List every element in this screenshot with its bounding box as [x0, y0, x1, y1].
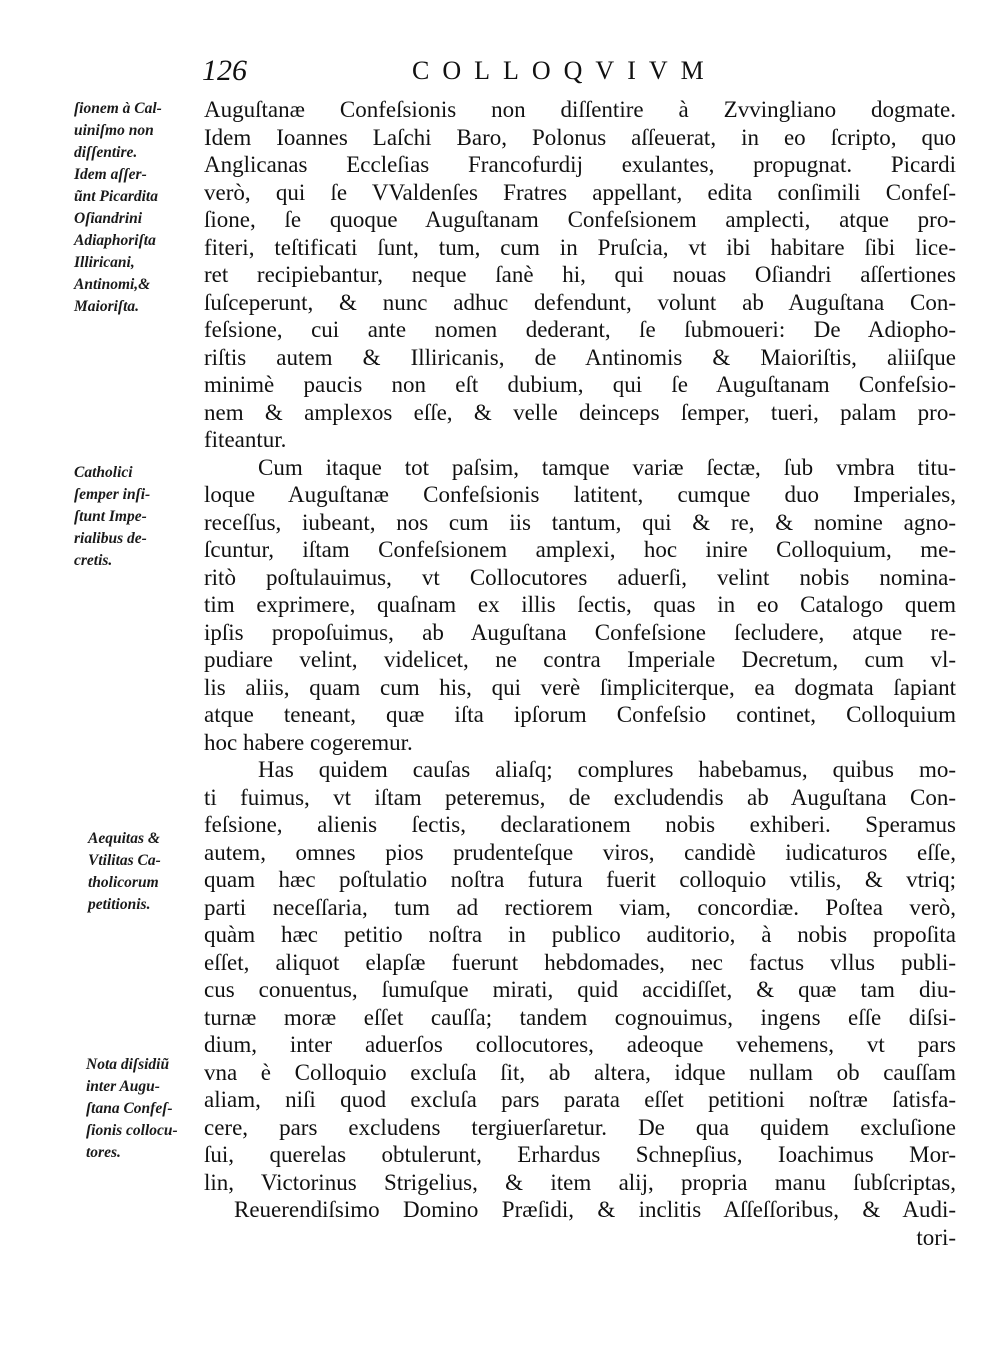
- text-line: cere, pars excludens tergiuerſaretur. De qua quidem excluſione: [204, 1114, 956, 1140]
- text-line: ret recipiebantur, neque ſanè hi, qui nouas Oſiandri aſſertiones: [204, 262, 956, 287]
- note-line: diſſentire.: [74, 144, 138, 161]
- note-line: Illiricani,: [74, 254, 135, 271]
- marginal-note-4: [86, 1054, 218, 1164]
- text-line: turnæ moræ eſſet cauſſa; tandem cognouimus, ingens eſſe diſsi-: [204, 1004, 956, 1030]
- text-line: Has quidem cauſas aliaſq; complures habebamus, quibus mo-: [258, 757, 956, 782]
- text-line: aliam, niſi quod excluſa pars parata eſſet petitioni noſtræ ſatisfa-: [204, 1087, 956, 1112]
- text-line: receſſus, iubeant, nos cum iis tantum, qui & re, & nomine agno-: [204, 509, 956, 535]
- note-line: ſionis collocu-: [86, 1122, 178, 1139]
- note-line: ſemper inſi-: [74, 486, 151, 503]
- note-line: ũnt Picardita: [74, 188, 158, 205]
- note-line: Antinomi,&: [74, 276, 151, 293]
- running-head: COLLOQVIVM: [412, 56, 717, 85]
- text-line: vna è Colloquio excluſa ſit, ab altera, idque nullam ob cauſſam: [204, 1059, 956, 1085]
- catchword: tori-: [916, 1224, 956, 1250]
- text-line: Anglicanas Eccleſias Francofurdij exulantes, propugnat. Picardi: [204, 152, 956, 177]
- text-line: verò, qui ſe VValdenſes Fratres appellant, edita conſimili Confeſ-: [204, 179, 956, 205]
- note-line: ſionem à Cal-: [74, 100, 162, 117]
- text-line: riſtis autem & Illiricanis, de Antinomis & Maioriſtis, aliiſque: [204, 344, 956, 370]
- text-line: ipſis propoſuimus, ab Auguſtana Confeſsione ſecludere, atque re-: [204, 619, 956, 645]
- note-line: tholicorum: [88, 874, 159, 891]
- text-line: fiteantur.: [204, 427, 287, 452]
- text-line: parti neceſſaria, tum ad rectiorem viam, concordiæ. Poſtea verò,: [204, 894, 956, 920]
- note-line: Catholici: [74, 464, 133, 481]
- text-line: cus conuentus, ſumuſque mirati, quid accidiſſet, & quæ tam diu-: [204, 977, 956, 1002]
- paragraph-2: [204, 454, 956, 757]
- page-number: 126: [202, 54, 247, 87]
- text-line: nem & amplexos eſſe, & velle deinceps ſemper, tueri, palam pro-: [204, 399, 956, 425]
- note-line: Vtilitas Ca-: [88, 852, 161, 869]
- text-line: ſcuntur, iſtam Confeſsionem amplexi, hoc inire Colloquium, me-: [204, 537, 956, 562]
- note-line: rialibus de-: [74, 530, 147, 547]
- text-line: Idem Ioannes Laſchi Baro, Polonus aſſeuerat, in eo ſcripto, quo: [204, 124, 956, 150]
- note-line: Adiaphoriſta: [74, 232, 156, 249]
- text-line: ritò poſtulauimus, vt Collocutores aduerſi, velint nobis nomina-: [204, 564, 956, 590]
- note-line: Nota diſsidiũ: [86, 1056, 170, 1073]
- text-line: fiteri, teſtificati ſunt, tum, cum in Pruſcia, vt ibi habitare ſibi lice-: [204, 234, 956, 260]
- note-line: uiniſmo non: [74, 122, 154, 139]
- text-line: quam hæc poſtulatio noſtra futura fuerit colloquio vtilis, & vtriq;: [204, 867, 956, 892]
- note-line: petitionis.: [88, 896, 151, 913]
- text-line: ti fuimus, vt iſtam peteremus, de excludendis ab Auguſtana Con-: [204, 784, 956, 810]
- note-line: Maioriſta.: [74, 298, 140, 315]
- text-line: quàm hæc petitio noſtra in publico auditorio, à nobis propoſita: [204, 922, 956, 947]
- text-line: Auguſtanæ Confeſsionis non diſſentire à Zvvingliano dogmate.: [204, 97, 956, 122]
- text-line: pudiare velint, videlicet, ne contra Imperiale Decretum, cum vl-: [204, 647, 956, 672]
- text-line: atque teneant, quæ iſta ipſorum Confeſsio continet, Colloquium: [204, 702, 956, 727]
- text-line: feſsione, alienis ſectis, declarationem nobis exhiberi. Speramus: [204, 812, 956, 837]
- text-line: eſſet, aliquot elapſæ fuerunt hebdomades, nec factus vllus publi-: [204, 949, 956, 975]
- text-line: lin, Victorinus Strigelius, & item alij, propria manu ſubſcriptas,: [204, 1169, 956, 1195]
- note-line: cretis.: [74, 552, 113, 569]
- text-line: tim exprimere, quaſnam ex illis ſectis, quas in eo Catalogo quem: [204, 592, 956, 617]
- text-line: Reuerendiſsimo Domino Præſidi, & inclitis Aſſeſſoribus, & Audi-: [234, 1197, 956, 1222]
- text-line: autem, omnes pios prudenteſque viros, candidè iudicaturos eſſe,: [204, 839, 956, 865]
- text-line: ſione, ſe quoque Auguſtanam Confeſsionem amplecti, atque pro-: [204, 207, 956, 232]
- note-line: Aequitas &: [88, 830, 160, 847]
- note-line: ſtunt Impe-: [74, 508, 147, 525]
- note-line: ſtana Confeſ-: [86, 1100, 173, 1117]
- note-line: tores.: [86, 1144, 121, 1161]
- page-header: [0, 54, 1000, 94]
- paragraph-3: [204, 756, 956, 1224]
- text-line: ſui, querelas obtulerunt, Erhardus Schnepſius, Ioachimus Mor-: [204, 1142, 956, 1167]
- marginal-note-1: [74, 98, 206, 318]
- text-line: Cum itaque tot paſsim, tamque variæ ſectæ, ſub vmbra titu-: [258, 454, 956, 480]
- text-line: feſsione, cui ante nomen dederant, ſe ſubmoueri: De Adiopho-: [204, 317, 956, 342]
- marginal-note-2: [74, 462, 206, 572]
- note-line: inter Augu-: [86, 1078, 160, 1095]
- marginal-note-3: [88, 828, 220, 916]
- text-line: ſuſceperunt, & nunc adhuc defendunt, volunt ab Auguſtana Con-: [204, 289, 956, 315]
- text-line: dium, inter aduerſos collocutores, adeoque vehemens, vt pars: [204, 1032, 956, 1057]
- paragraph-1: [204, 96, 956, 454]
- text-line: minimè paucis non eſt dubium, qui ſe Auguſtanam Confeſsio-: [204, 372, 956, 397]
- note-line: Oſiandrini: [74, 210, 143, 227]
- main-text: [204, 96, 956, 1251]
- text-line: hoc habere cogeremur.: [204, 729, 413, 755]
- text-line: lis aliis, quam cum his, qui verè ſimpliciterque, ea dogmata ſapiant: [204, 674, 956, 700]
- note-line: Idem aſſer-: [74, 166, 147, 183]
- text-line: loque Auguſtanæ Confeſsionis latitent, cumque duo Imperiales,: [204, 482, 956, 507]
